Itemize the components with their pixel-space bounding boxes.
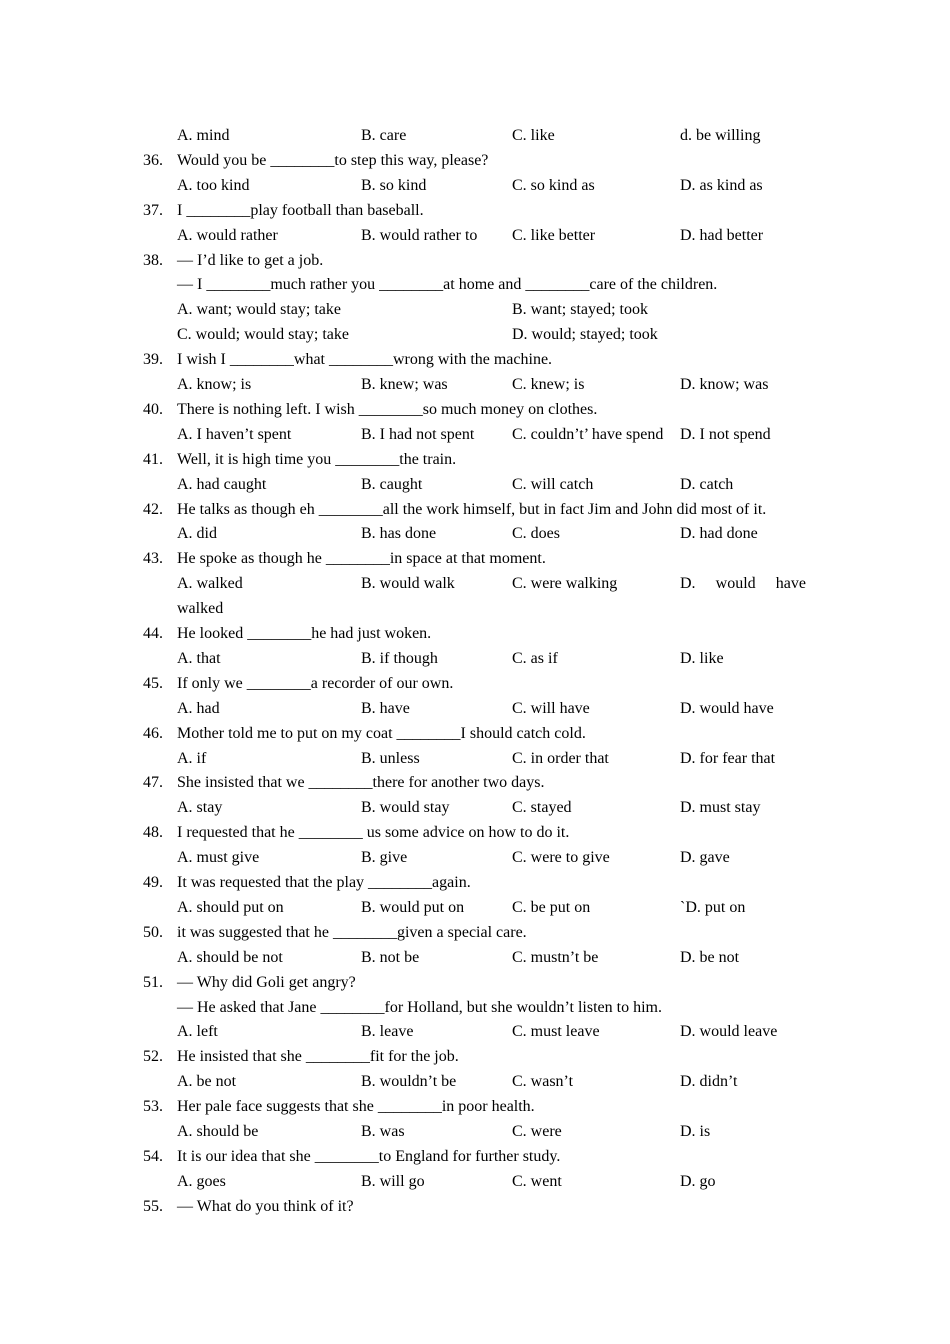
option-d: D. would have xyxy=(680,699,774,717)
option-d: D. go xyxy=(680,1172,716,1190)
question-line xyxy=(0,1194,950,1219)
option-left: C. would; would stay; take xyxy=(177,326,349,344)
options-line xyxy=(0,1069,950,1094)
option-a: A. goes xyxy=(177,1172,226,1190)
question-text: it was suggested that he ________given a special care. xyxy=(177,923,527,941)
question-line xyxy=(0,770,950,795)
option-a: A. that xyxy=(177,649,221,667)
options-line xyxy=(0,845,950,870)
option-c: C. were to give xyxy=(512,849,610,867)
option-c: C. like better xyxy=(512,226,596,244)
option-a: A. I haven’t spent xyxy=(177,425,292,443)
question-number: 53. xyxy=(143,1098,163,1116)
option-a: A. know; is xyxy=(177,376,252,393)
options-line xyxy=(0,372,950,397)
question-line xyxy=(0,820,950,845)
question-number: 36. xyxy=(143,151,163,169)
question-number: 40. xyxy=(143,400,163,418)
question-number: 37. xyxy=(143,201,163,219)
question-number: 44. xyxy=(143,625,163,642)
options-line xyxy=(0,895,950,920)
question-number: 52. xyxy=(143,1048,163,1066)
question-text: He insisted that she ________fit for the job. xyxy=(177,1048,459,1066)
option-c: C. so kind as xyxy=(512,176,595,194)
options-line xyxy=(0,123,950,148)
question-line xyxy=(0,920,950,945)
question-number: 49. xyxy=(143,874,163,891)
option-a: A. should put on xyxy=(177,898,284,916)
option-c: C. like xyxy=(512,127,555,144)
question-text: — What do you think of it? xyxy=(177,1197,354,1215)
question-text: Her pale face suggests that she ________in poor health. xyxy=(177,1098,535,1116)
options-line xyxy=(0,795,950,820)
option-a: A. did xyxy=(177,525,217,543)
option-d: `D. put on xyxy=(680,898,746,916)
option-c: C. were walking xyxy=(512,575,618,593)
question-text: It was requested that the play ________again. xyxy=(177,874,471,891)
option-b: B. would walk xyxy=(361,575,455,593)
question-text: I requested that he ________ us some advice on how to do it. xyxy=(177,824,570,842)
option-b: B. have xyxy=(361,699,410,717)
question-line xyxy=(0,347,950,372)
question-line xyxy=(0,621,950,646)
options-line xyxy=(0,571,950,596)
option-b: B. will go xyxy=(361,1172,425,1190)
question-line xyxy=(0,1094,950,1119)
options-line xyxy=(0,696,950,721)
question-line xyxy=(0,248,950,273)
question-line xyxy=(0,671,950,696)
question-number: 48. xyxy=(143,824,163,842)
question-text: There is nothing left. I wish ________so much money on clothes. xyxy=(177,400,598,418)
options-line xyxy=(0,1169,950,1194)
option-c: C. as if xyxy=(512,649,558,667)
option-left: A. want; would stay; take xyxy=(177,301,341,319)
options-line xyxy=(0,746,950,771)
options-line xyxy=(0,173,950,198)
option-d: D. had done xyxy=(680,525,758,543)
option-d: D. had better xyxy=(680,226,764,244)
option-c: C. wasn’t xyxy=(512,1073,574,1091)
question-number: 41. xyxy=(143,450,163,468)
options-line xyxy=(0,521,950,546)
option-c: C. must leave xyxy=(512,1023,600,1041)
question-number: 46. xyxy=(143,724,163,742)
option-d: d. be willing xyxy=(680,127,761,144)
option-a: A. mind xyxy=(177,127,230,144)
question-line xyxy=(0,546,950,571)
option-c: C. will have xyxy=(512,699,590,717)
option-a: A. if xyxy=(177,749,207,767)
question-line xyxy=(0,198,950,223)
question-line xyxy=(0,870,950,895)
question-continuation xyxy=(0,995,950,1020)
option-right: D. would; stayed; took xyxy=(512,326,658,344)
option-c: C. mustn’t be xyxy=(512,948,599,966)
options-line xyxy=(0,422,950,447)
option-d xyxy=(680,571,806,596)
option-a: A. must give xyxy=(177,849,260,867)
question-number: 47. xyxy=(143,774,163,792)
option-c: C. be put on xyxy=(512,898,591,916)
option-a: A. walked xyxy=(177,575,243,593)
question-text: I wish I ________what ________wrong with the machine. xyxy=(177,351,553,369)
option-d: D. would leave xyxy=(680,1023,778,1041)
option-c: C. knew; is xyxy=(512,376,585,393)
option-d: D. as kind as xyxy=(680,176,763,194)
option-b: B. would stay xyxy=(361,799,450,817)
option-d: D. like xyxy=(680,649,724,667)
question-number: 50. xyxy=(143,923,163,941)
option-d: D. be not xyxy=(680,948,740,966)
option-b: B. so kind xyxy=(361,176,427,194)
option-a: A. had xyxy=(177,699,220,717)
option-b: B. if though xyxy=(361,649,438,667)
question-line xyxy=(0,497,950,522)
question-number: 51. xyxy=(143,973,163,991)
options-line xyxy=(0,945,950,970)
question-text: — I’d like to get a job. xyxy=(177,251,324,269)
question-number: 54. xyxy=(143,1147,163,1165)
options-line xyxy=(0,1019,950,1044)
options-line xyxy=(0,322,950,347)
option-b: B. would put on xyxy=(361,898,465,916)
option-b: B. unless xyxy=(361,749,420,767)
question-line xyxy=(0,970,950,995)
question-line xyxy=(0,1144,950,1169)
option-c: C. couldn’t’ have spend xyxy=(512,425,664,443)
option-d: D. must stay xyxy=(680,799,761,817)
option-a: A. too kind xyxy=(177,176,250,194)
option-a: A. should be not xyxy=(177,948,283,966)
option-c: C. were xyxy=(512,1123,562,1140)
question-text: — Why did Goli get angry? xyxy=(177,973,356,991)
option-b: B. has done xyxy=(361,525,437,543)
option-d: D. is xyxy=(680,1123,711,1140)
option-d: D. didn’t xyxy=(680,1073,738,1091)
option-b: B. I had not spent xyxy=(361,425,475,443)
options-line xyxy=(0,646,950,671)
question-line xyxy=(0,1044,950,1069)
question-text: I ________play football than baseball. xyxy=(177,201,424,219)
option-b: B. would rather to xyxy=(361,226,478,244)
continuation-text: — I ________much rather you ________at home and ________care of the children. xyxy=(177,276,718,294)
option-d-word: have xyxy=(775,575,806,593)
option-c: C. does xyxy=(512,525,560,543)
option-b: B. care xyxy=(361,127,407,144)
option-a: A. should be xyxy=(177,1123,259,1140)
question-number: 55. xyxy=(143,1197,163,1215)
question-text: If only we ________a recorder of our own. xyxy=(177,674,454,692)
option-b: B. wouldn’t be xyxy=(361,1073,457,1091)
option-b: B. leave xyxy=(361,1023,414,1041)
option-d: D. for fear that xyxy=(680,749,776,767)
question-text: Well, it is high time you ________the train. xyxy=(177,450,457,468)
option-d-word: D. xyxy=(680,575,696,593)
option-d-word: would xyxy=(715,575,756,593)
question-text: Mother told me to put on my coat ________I should catch cold. xyxy=(177,724,586,742)
question-text: It is our idea that she ________to England for further study. xyxy=(177,1147,561,1165)
option-a: A. would rather xyxy=(177,226,278,244)
option-d: D. gave xyxy=(680,849,730,867)
option-right: B. want; stayed; took xyxy=(512,301,648,319)
question-number: 43. xyxy=(143,550,163,568)
question-number: 45. xyxy=(143,674,163,692)
question-text: He looked ________he had just woken. xyxy=(177,625,432,642)
option-c: C. went xyxy=(512,1172,562,1190)
option-b: B. knew; was xyxy=(361,376,448,393)
question-line xyxy=(0,721,950,746)
question-number: 42. xyxy=(143,500,163,518)
question-text: She insisted that we ________there for another two days. xyxy=(177,774,545,792)
option-b: B. give xyxy=(361,849,408,867)
option-b: B. was xyxy=(361,1123,405,1140)
options-line xyxy=(0,1119,950,1144)
option-a: A. had caught xyxy=(177,475,267,493)
options-line xyxy=(0,223,950,248)
options-line xyxy=(0,297,950,322)
option-d: D. catch xyxy=(680,475,734,493)
option-d: D. know; was xyxy=(680,376,769,393)
option-b: B. not be xyxy=(361,948,420,966)
option-a: A. left xyxy=(177,1023,218,1041)
option-c: C. in order that xyxy=(512,749,609,767)
options-line xyxy=(0,472,950,497)
option-c: C. will catch xyxy=(512,475,594,493)
question-continuation xyxy=(0,596,950,621)
option-d: D. I not spend xyxy=(680,425,771,443)
option-a: A. stay xyxy=(177,799,223,817)
option-b: B. caught xyxy=(361,475,423,493)
question-line xyxy=(0,447,950,472)
question-number: 38. xyxy=(143,251,163,269)
continuation-text: walked xyxy=(177,600,224,618)
question-continuation xyxy=(0,272,950,297)
question-text: He spoke as though he ________in space at that moment. xyxy=(177,550,546,568)
question-number: 39. xyxy=(143,351,163,369)
question-text: He talks as though eh ________all the work himself, but in fact Jim and John did most of it. xyxy=(177,500,767,518)
continuation-text: — He asked that Jane ________for Holland, but she wouldn’t listen to him. xyxy=(177,998,662,1016)
question-line xyxy=(0,148,950,173)
question-line xyxy=(0,397,950,422)
option-c: C. stayed xyxy=(512,799,572,817)
question-text: Would you be ________to step this way, please? xyxy=(177,151,489,169)
option-a: A. be not xyxy=(177,1073,237,1091)
